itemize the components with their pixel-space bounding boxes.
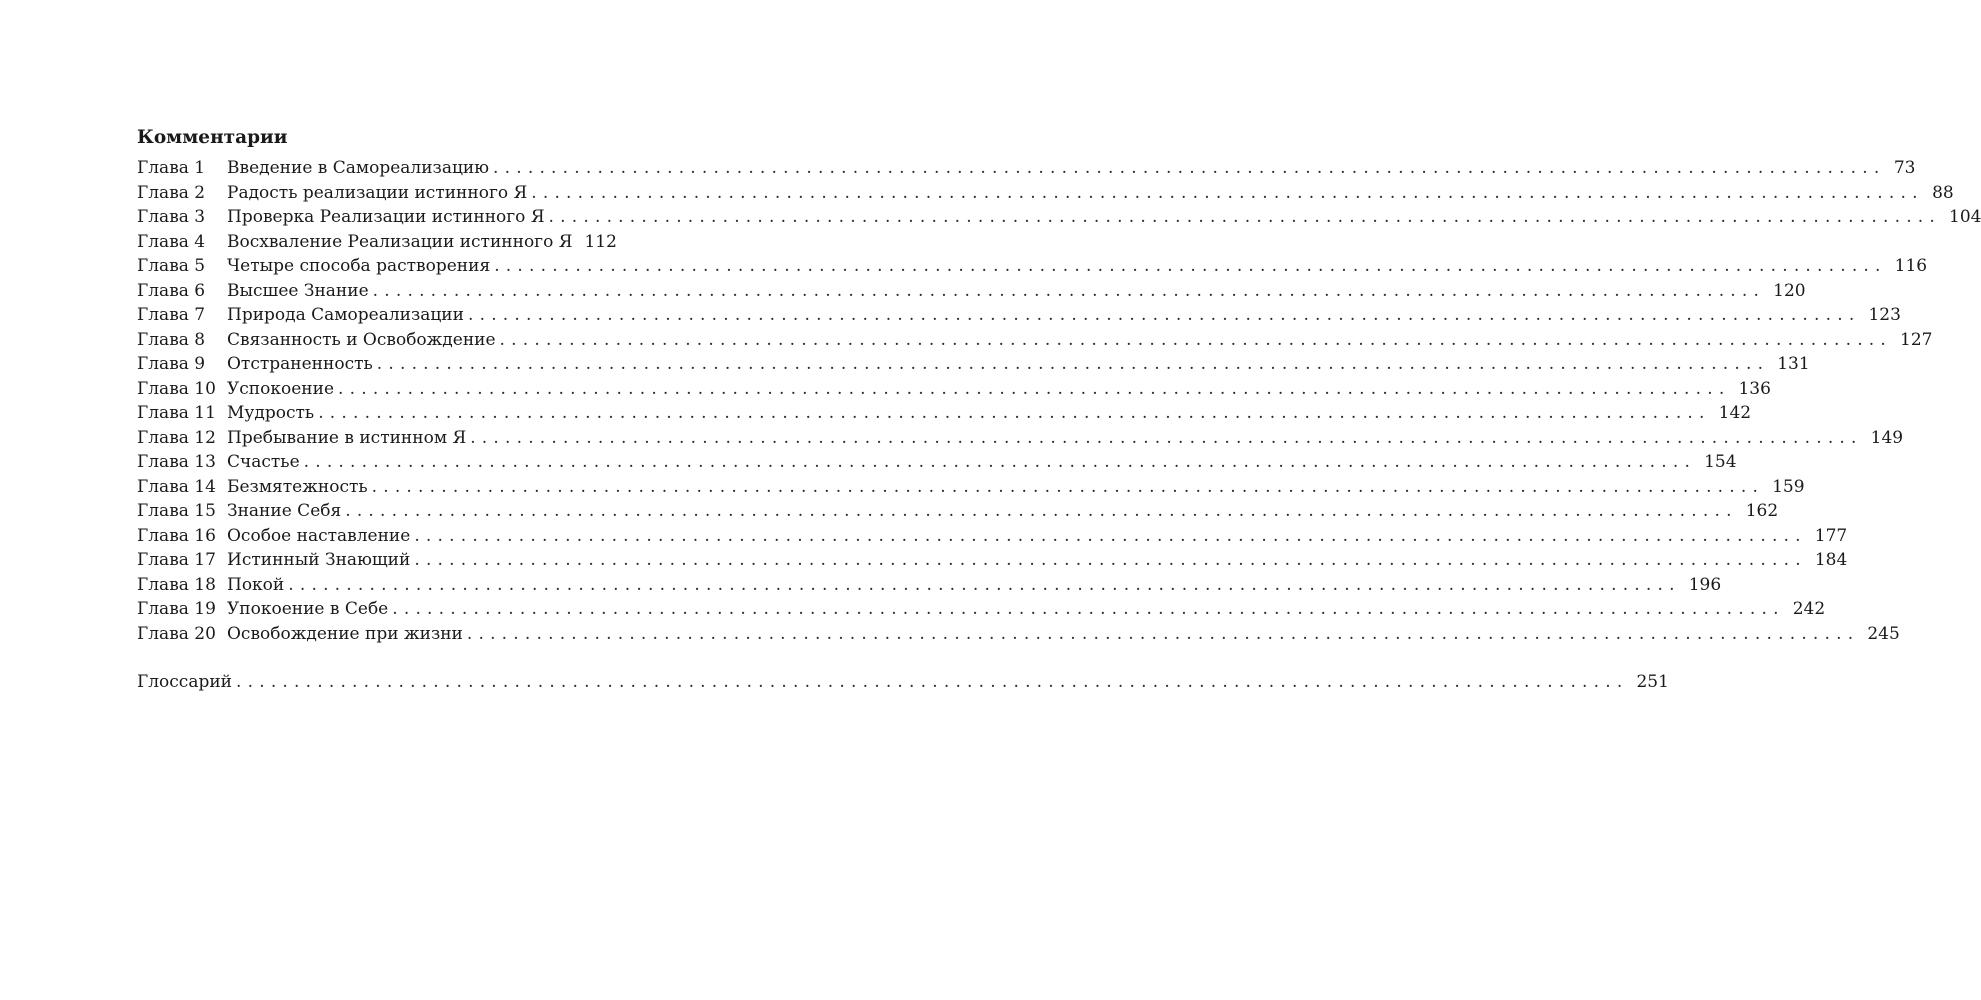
table-of-contents — [137, 126, 1981, 695]
dot-leader: ........................................................................................................................ — [494, 256, 1887, 276]
page-number: 123 — [1868, 305, 1901, 325]
chapter-label: Глава 9 — [137, 354, 206, 374]
chapter-title: Особое наставление — [227, 525, 411, 546]
toc-entry[interactable] — [137, 475, 1805, 500]
toc-entry[interactable] — [137, 254, 1928, 279]
chapter-title: Радость реализации истинного Я — [227, 182, 528, 203]
chapter-title: Мудрость — [227, 403, 315, 423]
toc-entry[interactable] — [137, 205, 1981, 230]
chapter-label: Глава 14 — [137, 476, 216, 497]
chapter-label: Глава 7 — [137, 305, 206, 325]
page-number: 162 — [1745, 501, 1779, 521]
chapter-label: Глава 16 — [137, 525, 216, 546]
toc-entry[interactable] — [137, 524, 1848, 549]
page-number: 120 — [1773, 280, 1806, 301]
chapter-title: Отстраненность — [227, 354, 373, 374]
chapter-label: Глава 12 — [137, 427, 216, 448]
page-number: 127 — [1900, 329, 1933, 350]
dot-leader: ........................................................................................................................ — [548, 207, 1942, 227]
page-number: 88 — [1932, 182, 1954, 203]
page-number: 116 — [1894, 256, 1928, 276]
page-number: 242 — [1792, 599, 1826, 619]
dot-leader: ........................................................................................................................ — [288, 574, 1681, 595]
dot-leader: ........................................................................................................................ — [499, 329, 1893, 350]
page-number: 104 — [1949, 207, 1981, 227]
page-number: 73 — [1893, 158, 1916, 178]
chapter-label: Глава 18 — [137, 574, 216, 595]
dot-leader: ........................................................................................................................ — [236, 672, 1629, 692]
dot-leader: ........................................................................................................................ — [470, 427, 1863, 448]
chapter-title: Проверка Реализации истинного Я — [227, 207, 545, 227]
chapter-label: Глава 1 — [137, 158, 206, 178]
chapter-label: Глава 5 — [137, 256, 206, 276]
chapter-label: Глава 3 — [137, 207, 206, 227]
toc-entry[interactable] — [137, 352, 1810, 377]
chapter-label: Глава 10 — [137, 378, 216, 399]
toc-entry[interactable] — [137, 597, 1826, 622]
toc-entry[interactable] — [137, 622, 1900, 647]
glossary-page-number: 251 — [1636, 672, 1669, 692]
page-number: 177 — [1814, 525, 1848, 546]
chapter-label: Глава 11 — [137, 403, 216, 423]
chapter-title: Успокоение — [227, 378, 335, 399]
chapter-label: Глава 19 — [137, 599, 216, 619]
dot-leader: ........................................................................................................................ — [414, 525, 1807, 546]
chapter-title: Истинный Знающий — [227, 550, 411, 570]
dot-leader: ........................................................................................................................ — [467, 305, 1861, 325]
page-number: 154 — [1704, 452, 1737, 472]
chapter-title: Введение в Самореализацию — [227, 158, 490, 178]
dot-leader: ........................................................................................................................ — [345, 501, 1738, 521]
page-number: 142 — [1718, 403, 1752, 423]
chapter-label: Глава 8 — [137, 329, 206, 350]
chapter-title: Пребывание в истинном Я — [227, 427, 467, 448]
chapter-label: Глава 6 — [137, 280, 206, 301]
page-number: 184 — [1814, 550, 1848, 570]
chapter-title: Упокоение в Себе — [227, 599, 389, 619]
page-number: 159 — [1772, 476, 1805, 497]
chapter-title: Освобождение при жизни — [227, 623, 463, 644]
chapter-title: Четыре способа растворения — [227, 256, 491, 276]
chapter-label: Глава 2 — [137, 182, 206, 203]
toc-entry[interactable] — [137, 181, 1954, 206]
dot-leader: ........................................................................................................................ — [414, 550, 1807, 570]
toc-entries — [137, 156, 1981, 646]
chapter-label: Глава 17 — [137, 550, 216, 570]
section-title: Комментарии — [137, 127, 288, 148]
toc-entry[interactable] — [137, 426, 1904, 451]
dot-leader: ........................................................................................................................ — [372, 280, 1766, 301]
dot-leader: ........................................................................................................................ — [338, 378, 1731, 399]
chapter-label: Глава 20 — [137, 623, 216, 644]
glossary-title: Глоссарий — [137, 672, 233, 692]
page-number: 112 — [584, 231, 617, 252]
page-number: 136 — [1738, 378, 1771, 399]
toc-entry[interactable] — [137, 499, 1779, 524]
chapter-title: Безмятежность — [227, 476, 368, 497]
toc-entry[interactable] — [137, 230, 617, 255]
chapter-title: Восхваление Реализации истинного Я — [227, 231, 573, 252]
toc-entry[interactable] — [137, 303, 1901, 328]
toc-entry[interactable] — [137, 548, 1848, 573]
toc-entry[interactable] — [137, 156, 1916, 181]
chapter-title: Природа Самореализации — [227, 305, 464, 325]
toc-entry-glossary[interactable] — [137, 670, 1669, 695]
chapter-label: Глава 15 — [137, 501, 216, 521]
toc-entry[interactable] — [137, 377, 1771, 402]
chapter-title: Высшее Знание — [227, 280, 369, 301]
toc-entry[interactable] — [137, 450, 1737, 475]
chapter-label: Глава 4 — [137, 231, 206, 252]
chapter-label: Глава 13 — [137, 452, 216, 472]
toc-entry[interactable] — [137, 401, 1752, 426]
dot-leader: ........................................................................................................................ — [466, 623, 1860, 644]
page-number: 196 — [1688, 574, 1722, 595]
toc-entry[interactable] — [137, 279, 1806, 304]
page-number: 131 — [1777, 354, 1810, 374]
chapter-title: Счастье — [227, 452, 300, 472]
toc-entry[interactable] — [137, 328, 1933, 353]
dot-leader: ........................................................................................................................ — [318, 403, 1711, 423]
dot-leader: ........................................................................................................................ — [493, 158, 1886, 178]
dot-leader: ........................................................................................................................ — [376, 354, 1770, 374]
toc-entry[interactable] — [137, 573, 1722, 598]
dot-leader: ........................................................................................................................ — [371, 476, 1765, 497]
dot-leader: ........................................................................................................................ — [531, 182, 1924, 203]
chapter-title: Покой — [227, 574, 285, 595]
chapter-title: Знание Себя — [227, 501, 342, 521]
page-number: 245 — [1867, 623, 1900, 644]
dot-leader: ........................................................................................................................ — [392, 599, 1785, 619]
chapter-title: Связанность и Освобождение — [227, 329, 496, 350]
page-number: 149 — [1870, 427, 1904, 448]
dot-leader: ........................................................................................................................ — [303, 452, 1697, 472]
